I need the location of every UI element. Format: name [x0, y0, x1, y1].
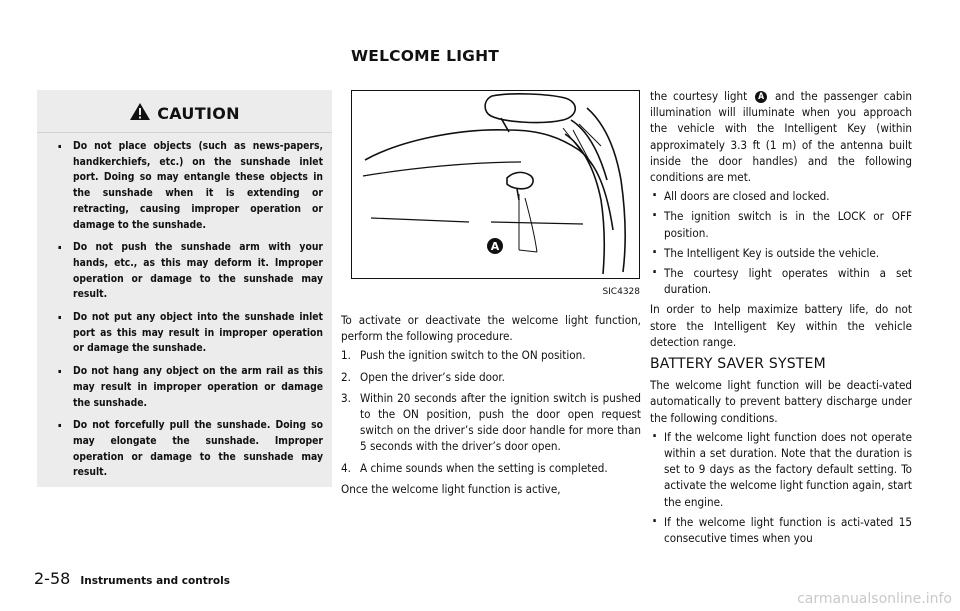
procedure-intro: To activate or deactivate the welcome light function, perform the following procedure. — [341, 313, 641, 344]
description-column — [650, 88, 912, 550]
page-number: 2-58 — [34, 569, 71, 588]
caution-item: . Do not push the sunshade arm with your hands, etc., as this may deform it. Improper operation or damage to the sunshade may result. — [55, 240, 323, 303]
paragraph-text-start: the courtesy light — [650, 89, 748, 103]
conditions-list — [650, 188, 912, 297]
battery-saver-item: . If the welcome light function does not operate within a set duration. Note that the duration is set to 9 days as the factory default setting. To activate the welcome light function again, start the engine. — [650, 429, 912, 510]
step-text: Within 20 seconds after the ignition switch is pushed to the ON position, push the door open request switch on the driver’s side door handle for more than 5 seconds with the driver’s door open. — [360, 390, 641, 454]
callout-a-label: A — [490, 240, 500, 253]
caution-item: . Do not place objects (such as news-papers, handkerchiefs, etc.) on the sunshade inlet port. Doing so may entangle these objects in the sunshade when it is extending or retracting, causing improper operation or damage to the sunshade. — [55, 139, 323, 233]
procedure-step — [341, 369, 641, 385]
procedure-steps — [341, 347, 641, 475]
step-number: 4. — [341, 460, 351, 475]
condition-item: . All doors are closed and locked. — [650, 188, 912, 204]
battery-life-paragraph: In order to help maximize battery life, do not store the Intelligent Key within the vehicle detection range. — [650, 302, 912, 349]
battery-saver-item: . If the welcome light function is acti-vated 15 consecutive times when you — [650, 514, 912, 546]
caution-item: . Do not put any object into the sunshade inlet port as this may result in improper operation or damage the sunshade. — [55, 310, 323, 357]
condition-item: . The Intelligent Key is outside the vehicle. — [650, 245, 912, 261]
battery-saver-list — [650, 429, 912, 546]
warning-triangle-icon — [129, 102, 151, 125]
caution-item: . Do not hang any object on the arm rail as this may result in improper operation or damage the sunshade. — [55, 364, 323, 411]
section-title: WELCOME LIGHT — [351, 47, 500, 65]
battery-saver-intro: The welcome light function will be deacti-vated automatically to prevent battery discharge under the following conditions. — [650, 378, 912, 425]
callout-a-marker: A — [755, 91, 767, 103]
procedure-column — [341, 312, 641, 500]
step-number: 2. — [341, 369, 351, 384]
caution-divider — [37, 132, 332, 133]
step-number: 1. — [341, 348, 351, 363]
procedure-step — [341, 390, 641, 455]
caution-box — [37, 90, 332, 487]
caution-label: CAUTION — [157, 103, 240, 123]
procedure-outro: Once the welcome light function is active, — [341, 481, 561, 496]
procedure-step — [341, 347, 641, 363]
caution-list — [55, 139, 323, 488]
procedure-step — [341, 460, 641, 476]
welcome-light-illustration — [351, 90, 640, 279]
condition-item: . The courtesy light operates within a set duration. — [650, 265, 912, 297]
step-text: A chime sounds when the setting is completed. — [360, 460, 608, 475]
watermark: carmanualsonline.info — [797, 591, 952, 607]
figure-code: SIC4328 — [602, 287, 640, 297]
page-footer — [34, 569, 230, 588]
caution-header — [37, 100, 332, 126]
battery-saver-heading: BATTERY SAVER SYSTEM — [650, 356, 826, 373]
courtesy-light-paragraph — [650, 88, 912, 185]
chapter-title: Instruments and controls — [80, 575, 230, 587]
step-number: 3. — [341, 390, 351, 405]
paragraph-text-end: and the passenger cabin illumination will illuminate when you approach the vehicle with the Intelligent Key (within approximately 3.3 ft (1 m) of the antenna built inside the door handles) and the following conditions are met. — [650, 89, 913, 185]
caution-item: . Do not forcefully pull the sunshade. Doing so may elongate the sunshade. Improper operation or damage to the sunshade may result. — [55, 418, 323, 481]
condition-item: . The ignition switch is in the LOCK or OFF position. — [650, 208, 912, 240]
step-text: Push the ignition switch to the ON position. — [360, 348, 586, 363]
step-text: Open the driver’s side door. — [360, 369, 505, 384]
